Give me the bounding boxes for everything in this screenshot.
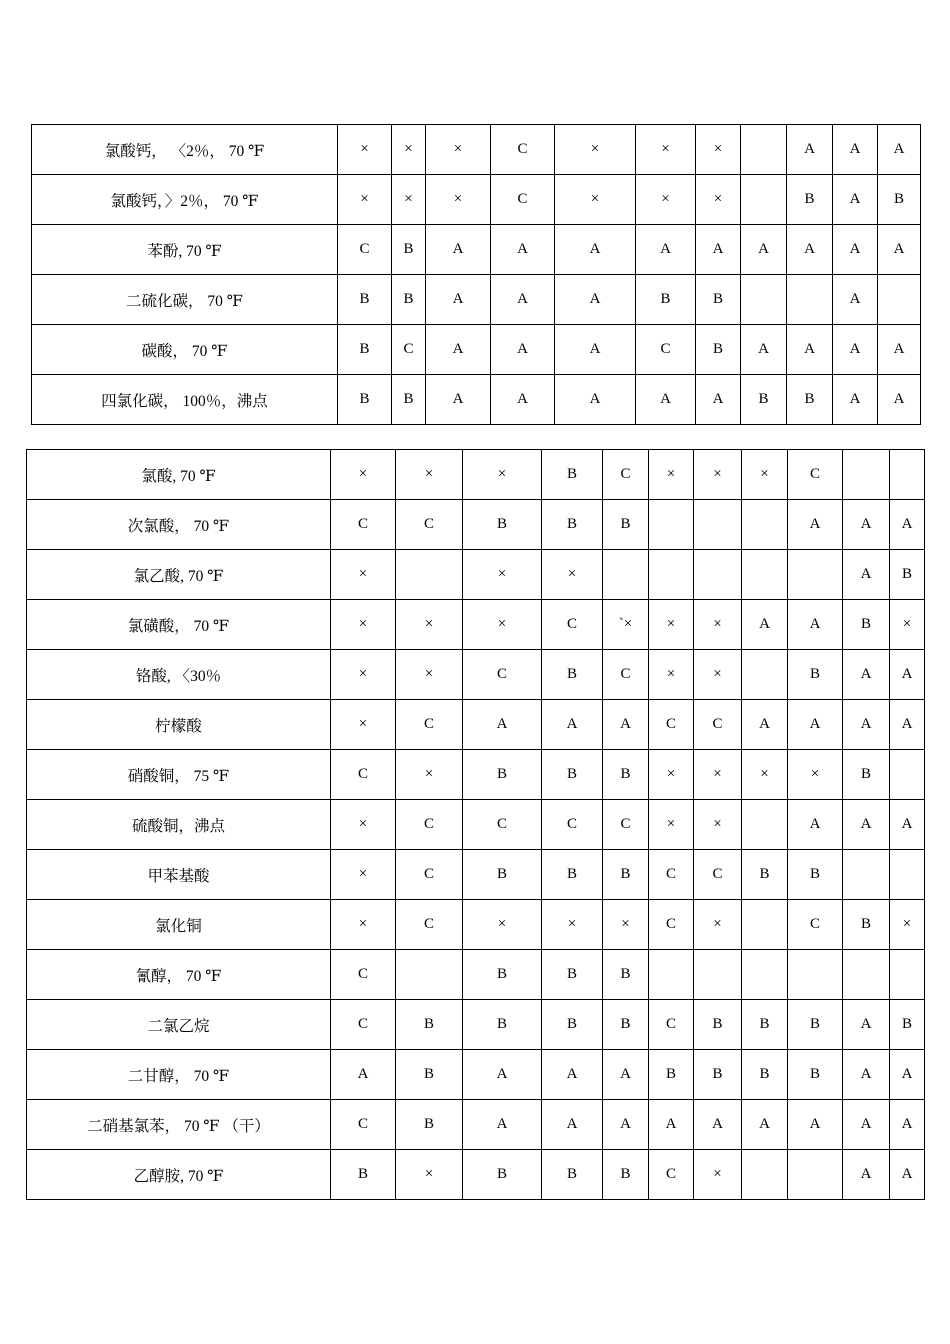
rating-cell: B [788, 650, 843, 700]
rating-cell: × [694, 650, 742, 700]
rating-cell: B [392, 225, 426, 275]
row-label: 氯酸钙，〉2％， 70 ℉ [32, 175, 338, 225]
rating-cell: A [878, 325, 921, 375]
rating-cell: A [603, 700, 649, 750]
rating-cell [396, 550, 463, 600]
rating-cell: A [636, 375, 696, 425]
rating-cell: × [649, 800, 694, 850]
rating-cell: A [542, 1050, 603, 1100]
row-label: 苯酚, 70 ℉ [32, 225, 338, 275]
rating-cell: C [649, 700, 694, 750]
rating-cell: B [843, 600, 890, 650]
rating-cell: C [649, 1150, 694, 1200]
rating-cell: C [694, 850, 742, 900]
rating-cell [843, 850, 890, 900]
table-row [27, 550, 925, 600]
rating-cell: C [603, 450, 649, 500]
rating-cell: A [843, 1100, 890, 1150]
rating-cell: A [890, 800, 925, 850]
rating-cell [396, 950, 463, 1000]
rating-cell: C [331, 1100, 396, 1150]
rating-cell: A [463, 1100, 542, 1150]
rating-cell: B [396, 1050, 463, 1100]
rating-cell: A [649, 1100, 694, 1150]
rating-cell: C [491, 175, 555, 225]
rating-cell: B [542, 1000, 603, 1050]
rating-cell [742, 550, 788, 600]
row-label: 氰醇， 70 ℉ [27, 950, 331, 1000]
rating-cell: × [542, 900, 603, 950]
rating-cell: × [742, 450, 788, 500]
rating-cell: A [843, 650, 890, 700]
rating-cell: × [396, 450, 463, 500]
rating-cell: A [788, 600, 843, 650]
rating-cell: B [741, 375, 787, 425]
rating-cell: × [463, 550, 542, 600]
rating-cell: B [878, 175, 921, 225]
rating-cell: A [890, 500, 925, 550]
rating-cell: × [788, 750, 843, 800]
rating-cell: A [491, 375, 555, 425]
table-row [32, 225, 921, 275]
rating-cell: A [833, 225, 878, 275]
rating-cell: × [392, 175, 426, 225]
rating-cell: A [843, 800, 890, 850]
rating-cell: A [426, 325, 491, 375]
rating-cell: × [392, 125, 426, 175]
rating-cell: × [396, 600, 463, 650]
rating-cell: A [463, 1050, 542, 1100]
rating-cell: A [742, 700, 788, 750]
rating-cell: C [603, 800, 649, 850]
rating-cell: A [833, 125, 878, 175]
rating-cell: B [603, 1000, 649, 1050]
row-label: 氯磺酸， 70 ℉ [27, 600, 331, 650]
rating-cell: × [603, 900, 649, 950]
rating-cell [649, 550, 694, 600]
rating-cell [843, 950, 890, 1000]
row-label: 硝酸铜， 75 ℉ [27, 750, 331, 800]
rating-cell: A [788, 1100, 843, 1150]
rating-cell: × [649, 600, 694, 650]
rating-cell: B [788, 1050, 843, 1100]
rating-cell [890, 850, 925, 900]
rating-cell: B [392, 375, 426, 425]
rating-cell: B [636, 275, 696, 325]
rating-cell: × [338, 175, 392, 225]
rating-cell [649, 950, 694, 1000]
rating-cell: × [636, 175, 696, 225]
rating-cell: C [788, 450, 843, 500]
rating-cell: × [542, 550, 603, 600]
rating-cell: B [603, 500, 649, 550]
rating-cell: × [694, 450, 742, 500]
rating-cell [741, 125, 787, 175]
rating-cell: B [463, 850, 542, 900]
rating-cell: A [843, 1050, 890, 1100]
rating-cell: × [696, 125, 741, 175]
rating-cell: × [694, 900, 742, 950]
table-row [27, 650, 925, 700]
rating-cell: B [338, 375, 392, 425]
rating-cell: × [694, 800, 742, 850]
rating-cell: B [843, 900, 890, 950]
table-row [27, 700, 925, 750]
table-row [27, 850, 925, 900]
rating-cell: C [396, 850, 463, 900]
rating-cell: × [694, 600, 742, 650]
rating-cell: B [463, 1150, 542, 1200]
row-label: 二氯乙烷 [27, 1000, 331, 1050]
rating-cell: B [542, 450, 603, 500]
rating-cell: B [603, 750, 649, 800]
table-row [27, 900, 925, 950]
rating-cell: B [338, 325, 392, 375]
table-row [27, 800, 925, 850]
rating-cell: A [878, 225, 921, 275]
row-label: 甲苯基酸 [27, 850, 331, 900]
table-row [32, 325, 921, 375]
rating-cell: B [463, 750, 542, 800]
rating-cell: B [890, 1000, 925, 1050]
rating-cell [649, 500, 694, 550]
table-row [27, 600, 925, 650]
rating-cell: A [890, 650, 925, 700]
rating-cell: × [555, 125, 636, 175]
rating-cell: × [331, 450, 396, 500]
rating-cell: × [338, 125, 392, 175]
rating-cell: B [542, 1150, 603, 1200]
rating-cell: B [463, 500, 542, 550]
rating-cell [742, 900, 788, 950]
table-body [27, 450, 925, 1200]
rating-cell: B [542, 850, 603, 900]
rating-cell: C [463, 650, 542, 700]
rating-cell: A [788, 500, 843, 550]
rating-cell: A [742, 1100, 788, 1150]
row-label: 乙醇胺, 70 ℉ [27, 1150, 331, 1200]
rating-cell: C [694, 700, 742, 750]
rating-cell: C [396, 700, 463, 750]
rating-cell: C [396, 500, 463, 550]
rating-cell [788, 550, 843, 600]
rating-cell: C [331, 750, 396, 800]
rating-cell: × [694, 1150, 742, 1200]
rating-cell: A [491, 275, 555, 325]
rating-cell: B [742, 850, 788, 900]
table-row [27, 950, 925, 1000]
rating-cell: B [788, 850, 843, 900]
rating-cell: C [331, 500, 396, 550]
rating-cell: C [649, 1000, 694, 1050]
rating-cell: B [392, 275, 426, 325]
rating-cell: A [542, 1100, 603, 1150]
row-label: 氯化铜 [27, 900, 331, 950]
rating-cell: × [331, 900, 396, 950]
rating-cell: C [331, 1000, 396, 1050]
rating-cell: A [426, 225, 491, 275]
rating-cell: B [338, 275, 392, 325]
rating-cell: × [396, 750, 463, 800]
rating-cell: B [603, 950, 649, 1000]
rating-cell: `× [603, 600, 649, 650]
rating-cell: × [463, 450, 542, 500]
rating-cell: × [331, 600, 396, 650]
rating-cell: A [491, 325, 555, 375]
rating-cell: A [890, 700, 925, 750]
rating-cell [603, 550, 649, 600]
table-row [27, 750, 925, 800]
rating-cell: × [331, 550, 396, 600]
rating-cell: C [396, 900, 463, 950]
rating-cell: × [426, 125, 491, 175]
rating-cell [788, 950, 843, 1000]
rating-cell: A [331, 1050, 396, 1100]
rating-cell: C [331, 950, 396, 1000]
rating-cell: A [555, 275, 636, 325]
rating-cell: × [742, 750, 788, 800]
table-row [27, 1100, 925, 1150]
rating-cell: C [396, 800, 463, 850]
rating-cell: A [555, 225, 636, 275]
rating-cell: B [694, 1000, 742, 1050]
table-row [32, 175, 921, 225]
rating-cell: B [542, 500, 603, 550]
row-label: 二硝基氯苯， 70 ℉ （干） [27, 1100, 331, 1150]
rating-cell [787, 275, 833, 325]
rating-cell: A [603, 1050, 649, 1100]
rating-cell: A [833, 325, 878, 375]
rating-cell: B [331, 1150, 396, 1200]
rating-cell [742, 950, 788, 1000]
rating-cell: B [787, 175, 833, 225]
rating-cell: × [649, 650, 694, 700]
rating-cell: B [542, 750, 603, 800]
rating-cell: A [833, 275, 878, 325]
rating-cell: A [843, 1000, 890, 1050]
rating-cell [694, 550, 742, 600]
table-row [27, 450, 925, 500]
rating-cell: B [463, 1000, 542, 1050]
rating-cell: × [463, 600, 542, 650]
rating-cell: A [890, 1050, 925, 1100]
rating-cell: B [788, 1000, 843, 1050]
rating-cell [788, 1150, 843, 1200]
rating-cell: A [741, 325, 787, 375]
rating-cell: × [649, 750, 694, 800]
rating-cell: A [788, 700, 843, 750]
row-label: 氯酸, 70 ℉ [27, 450, 331, 500]
row-label: 氯乙酸, 70 ℉ [27, 550, 331, 600]
rating-cell: A [878, 125, 921, 175]
rating-cell [694, 500, 742, 550]
rating-cell: A [890, 1150, 925, 1200]
rating-cell: A [787, 125, 833, 175]
rating-cell: B [742, 1000, 788, 1050]
rating-cell: × [396, 650, 463, 700]
rating-cell: B [843, 750, 890, 800]
rating-cell: A [843, 500, 890, 550]
rating-cell: A [555, 325, 636, 375]
table-row [27, 1050, 925, 1100]
rating-cell: B [694, 1050, 742, 1100]
rating-cell: A [696, 375, 741, 425]
rating-cell: × [396, 1150, 463, 1200]
rating-cell: × [890, 600, 925, 650]
rating-cell: × [331, 700, 396, 750]
rating-cell: A [555, 375, 636, 425]
rating-cell: A [843, 700, 890, 750]
rating-cell: C [392, 325, 426, 375]
rating-cell: B [696, 275, 741, 325]
rating-cell [742, 800, 788, 850]
rating-cell: A [603, 1100, 649, 1150]
rating-cell: C [649, 850, 694, 900]
rating-cell: C [542, 800, 603, 850]
row-label: 柠檬酸 [27, 700, 331, 750]
rating-cell: B [742, 1050, 788, 1100]
rating-cell: B [542, 650, 603, 700]
rating-cell [890, 750, 925, 800]
row-label: 次氯酸， 70 ℉ [27, 500, 331, 550]
rating-cell: C [338, 225, 392, 275]
rating-cell: A [787, 325, 833, 375]
rating-cell: × [555, 175, 636, 225]
rating-cell: C [649, 900, 694, 950]
rating-cell: B [649, 1050, 694, 1100]
row-label: 二甘醇， 70 ℉ [27, 1050, 331, 1100]
rating-cell [890, 450, 925, 500]
rating-cell: A [696, 225, 741, 275]
rating-cell: × [331, 650, 396, 700]
rating-cell: B [696, 325, 741, 375]
table-row [27, 1000, 925, 1050]
row-label: 四氯化碳， 100％，沸点 [32, 375, 338, 425]
rating-cell: C [788, 900, 843, 950]
rating-cell: A [843, 550, 890, 600]
rating-cell: C [491, 125, 555, 175]
row-label: 氯酸钙， 〈2％， 70 ℉ [32, 125, 338, 175]
corrosion-table-1 [31, 124, 921, 425]
rating-cell: A [636, 225, 696, 275]
rating-cell: B [787, 375, 833, 425]
table-row [27, 1150, 925, 1200]
rating-cell: A [491, 225, 555, 275]
row-label: 碳酸， 70 ℉ [32, 325, 338, 375]
rating-cell: C [542, 600, 603, 650]
rating-cell: × [649, 450, 694, 500]
rating-cell: A [426, 375, 491, 425]
table-row [32, 375, 921, 425]
rating-cell: C [603, 650, 649, 700]
rating-cell: A [787, 225, 833, 275]
rating-cell [742, 650, 788, 700]
rating-cell: B [890, 550, 925, 600]
rating-cell: A [694, 1100, 742, 1150]
table-row [32, 275, 921, 325]
rating-cell: × [694, 750, 742, 800]
rating-cell: A [878, 375, 921, 425]
rating-cell: A [890, 1100, 925, 1150]
row-label: 硫酸铜，沸点 [27, 800, 331, 850]
rating-cell: B [603, 1150, 649, 1200]
rating-cell: A [463, 700, 542, 750]
rating-cell: × [331, 850, 396, 900]
rating-cell: A [833, 375, 878, 425]
rating-cell: × [696, 175, 741, 225]
rating-cell: A [742, 600, 788, 650]
rating-cell: B [603, 850, 649, 900]
row-label: 二硫化碳， 70 ℉ [32, 275, 338, 325]
rating-cell: A [741, 225, 787, 275]
rating-cell: C [636, 325, 696, 375]
row-label: 铬酸, 〈30％ [27, 650, 331, 700]
rating-cell: × [636, 125, 696, 175]
rating-cell: A [833, 175, 878, 225]
table-body [32, 125, 921, 425]
rating-cell: A [426, 275, 491, 325]
rating-cell: A [542, 700, 603, 750]
rating-cell: × [426, 175, 491, 225]
rating-cell: B [396, 1100, 463, 1150]
rating-cell [878, 275, 921, 325]
rating-cell [694, 950, 742, 1000]
rating-cell [742, 1150, 788, 1200]
rating-cell [890, 950, 925, 1000]
table-row [27, 500, 925, 550]
rating-cell: C [463, 800, 542, 850]
rating-cell: × [890, 900, 925, 950]
rating-cell: × [463, 900, 542, 950]
rating-cell [741, 175, 787, 225]
rating-cell [843, 450, 890, 500]
rating-cell [741, 275, 787, 325]
rating-cell: B [542, 950, 603, 1000]
rating-cell: A [843, 1150, 890, 1200]
rating-cell: × [331, 800, 396, 850]
rating-cell: B [463, 950, 542, 1000]
rating-cell: B [396, 1000, 463, 1050]
corrosion-table-2 [26, 449, 925, 1200]
table-row [32, 125, 921, 175]
rating-cell [742, 500, 788, 550]
rating-cell: A [788, 800, 843, 850]
